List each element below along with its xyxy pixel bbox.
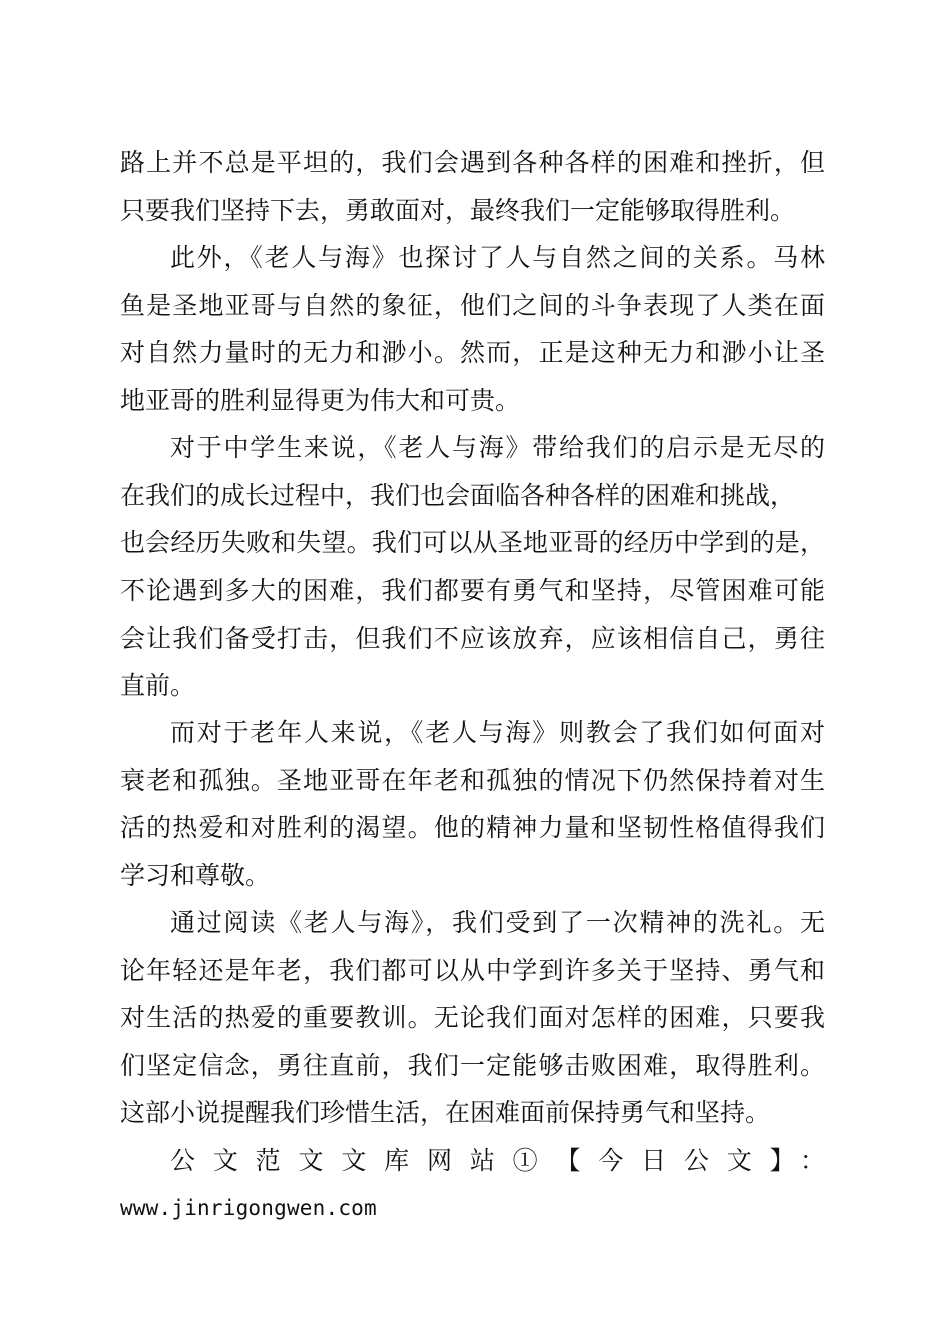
paragraph-line: 在我们的成长过程中，我们也会面临各种各样的困难和挑战， <box>120 481 796 510</box>
paragraph-line: 学习和尊敬。 <box>120 861 271 890</box>
paragraph-line: 直前。 <box>120 671 196 700</box>
paragraph-line: 地亚哥的胜利显得更为伟大和可贵。 <box>120 386 521 415</box>
paragraph-line: 此外，《老人与海》也探讨了人与自然之间的关系。马林 <box>170 243 825 272</box>
paragraph-line: 而对于老年人来说，《老人与海》则教会了我们如何面对 <box>170 718 825 747</box>
paragraph-line: 这部小说提醒我们珍惜生活，在困难面前保持勇气和坚持。 <box>120 1098 771 1127</box>
paragraph-line: 会让我们备受打击，但我们不应该放弃，应该相信自己，勇往 <box>120 624 825 653</box>
paragraph-line: 对于中学生来说，《老人与海》带给我们的启示是无尽的 <box>170 433 825 462</box>
paragraph-line: 路上并不总是平坦的，我们会遇到各种各样的困难和挫折，但 <box>120 148 825 177</box>
paragraph-line: 活的热爱和对胜利的渴望。他的精神力量和坚韧性格值得我们 <box>120 813 825 842</box>
paragraph-line: 对自然力量时的无力和渺小。然而，正是这种无力和渺小让圣 <box>120 338 825 367</box>
paragraph-line: 鱼是圣地亚哥与自然的象征，他们之间的斗争表现了人类在面 <box>120 291 825 320</box>
paragraph-line: 不论遇到多大的困难，我们都要有勇气和坚持，尽管困难可能 <box>120 576 825 605</box>
footer-site-label: 公文范文文库网站①【今日公文】： <box>170 1146 825 1175</box>
paragraph-line: 衰老和孤独。圣地亚哥在年老和孤独的情况下仍然保持着对生 <box>120 766 825 795</box>
paragraph-line: 对生活的热爱的重要教训。无论我们面对怎样的困难，只要我 <box>120 1003 825 1032</box>
paragraph-line: 通过阅读《老人与海》，我们受到了一次精神的洗礼。无 <box>170 908 825 937</box>
paragraph-line: 也会经历失败和失望。我们可以从圣地亚哥的经历中学到的是， <box>120 528 825 557</box>
paragraph-line: 们坚定信念，勇往直前，我们一定能够击败困难，取得胜利。 <box>120 1051 825 1080</box>
footer-url-link[interactable]: www.jinrigongwen.com <box>120 1196 377 1220</box>
paragraph-line: 论年轻还是年老，我们都可以从中学到许多关于坚持、勇气和 <box>120 956 825 985</box>
paragraph-line: 只要我们坚持下去，勇敢面对，最终我们一定能够取得胜利。 <box>120 196 796 225</box>
